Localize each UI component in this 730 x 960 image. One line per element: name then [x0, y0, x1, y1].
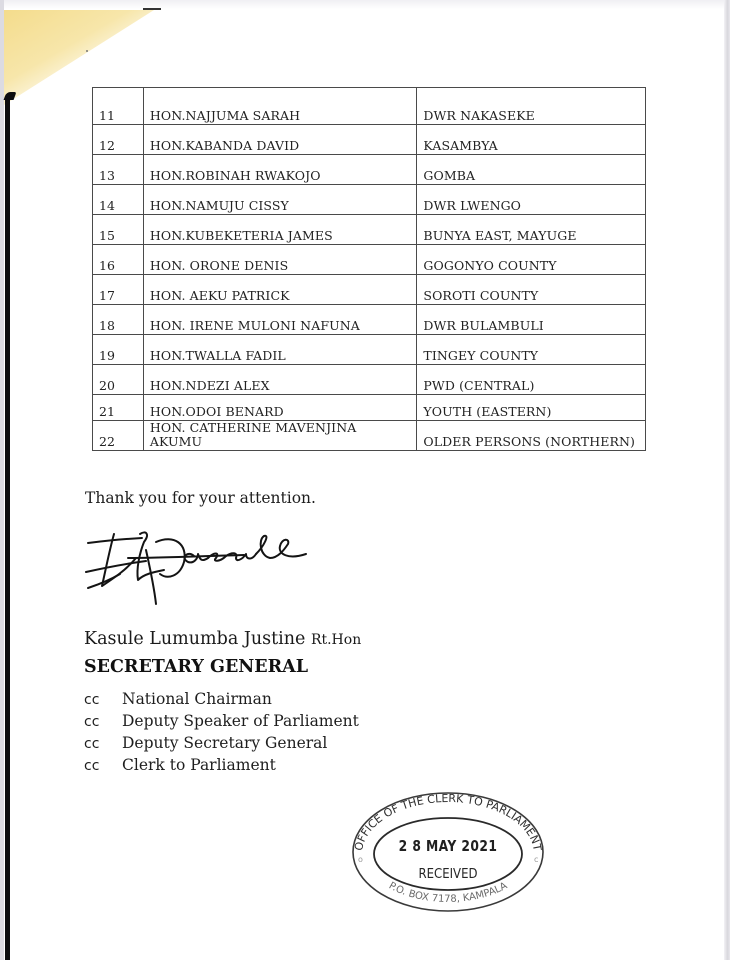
stamp-top-text: OFFICE OF THE CLERK TO PARLIAMENT [352, 791, 544, 852]
member-constituency: PWD (CENTRAL) [417, 365, 646, 395]
svg-text:c: c [534, 855, 539, 864]
table-row [93, 88, 646, 125]
stamp-bottom-text: P.O. BOX 7178, KAMPALA [386, 880, 510, 905]
member-name: HON. ORONE DENIS [143, 245, 417, 275]
table-row [93, 155, 646, 185]
member-constituency: DWR BULAMBULI [417, 305, 646, 335]
member-name: HON.KABANDA DAVID [143, 125, 417, 155]
cc-recipient: Deputy Speaker of Parliament [122, 712, 359, 730]
row-number: 11 [93, 88, 144, 125]
cc-item [84, 756, 359, 778]
cc-label: cc [84, 692, 100, 708]
row-number: 16 [93, 245, 144, 275]
stamp-status: RECEIVED [418, 867, 478, 882]
cc-list [84, 690, 359, 778]
row-number: 15 [93, 215, 144, 245]
row-number: 13 [93, 155, 144, 185]
table-row [93, 245, 646, 275]
member-constituency: SOROTI COUNTY [417, 275, 646, 305]
members-table [92, 87, 646, 451]
page-top-edge [0, 0, 730, 9]
table-row [93, 185, 646, 215]
signatory-name-line [84, 629, 361, 649]
svg-text:o: o [358, 855, 363, 864]
member-name-line-1: HON. CATHERINE MAVENJINA [149, 420, 357, 435]
member-name-line-2: AKUMU [149, 434, 203, 449]
member-name: HON.NAJJUMA SARAH [143, 88, 417, 125]
cc-label: cc [84, 758, 100, 774]
member-constituency: KASAMBYA [417, 125, 646, 155]
table-row [93, 305, 646, 335]
stamp-date: 2 8 MAY 2021 [398, 837, 498, 855]
member-name: HON.NDEZI ALEX [143, 365, 417, 395]
scan-right-edge [724, 0, 730, 960]
cc-item [84, 734, 359, 756]
table-row [93, 125, 646, 155]
table-row [93, 275, 646, 305]
closing-line: Thank you for your attention. [85, 489, 316, 507]
member-constituency: GOGONYO COUNTY [417, 245, 646, 275]
cc-item [84, 690, 359, 712]
scan-left-edge [0, 0, 4, 960]
cc-item [84, 712, 359, 734]
signature-icon [84, 528, 354, 608]
cc-recipient: Clerk to Parliament [122, 756, 276, 774]
row-number: 18 [93, 305, 144, 335]
member-constituency: OLDER PERSONS (NORTHERN) [417, 421, 646, 451]
signatory-honorific: Rt.Hon [310, 632, 362, 648]
signatory-title: SECRETARY GENERAL [84, 657, 309, 677]
row-number: 21 [93, 395, 144, 421]
member-constituency: DWR NAKASEKE [417, 88, 646, 125]
member-constituency: GOMBA [417, 155, 646, 185]
member-name: HON.KUBEKETERIA JAMES [143, 215, 417, 245]
member-name: HON.NAMUJU CISSY [143, 185, 417, 215]
table-row [93, 365, 646, 395]
table-row [93, 395, 646, 421]
signatory-name: Kasule Lumumba Justine [84, 629, 306, 649]
cc-label: cc [84, 714, 100, 730]
member-constituency: DWR LWENGO [417, 185, 646, 215]
member-name: HON.TWALLA FADIL [143, 335, 417, 365]
scan-mark [143, 8, 161, 10]
received-stamp [348, 788, 548, 916]
cc-recipient: National Chairman [122, 690, 272, 708]
row-number: 20 [93, 365, 144, 395]
member-name: HON. AEKU PATRICK [143, 275, 417, 305]
table-row [93, 335, 646, 365]
scan-speck [86, 50, 88, 52]
row-number: 17 [93, 275, 144, 305]
member-constituency: TINGEY COUNTY [417, 335, 646, 365]
table-row [93, 215, 646, 245]
row-number: 14 [93, 185, 144, 215]
member-name: HON.ODOI BENARD [143, 395, 417, 421]
row-number: 22 [93, 421, 144, 451]
table-row [93, 421, 646, 451]
cc-recipient: Deputy Secretary General [122, 734, 328, 752]
member-name: HON. IRENE MULONI NAFUNA [143, 305, 417, 335]
row-number: 12 [93, 125, 144, 155]
member-constituency: YOUTH (EASTERN) [417, 395, 646, 421]
binder-edge [5, 96, 10, 960]
cc-label: cc [84, 736, 100, 752]
member-name [143, 421, 417, 451]
member-constituency: BUNYA EAST, MAYUGE [417, 215, 646, 245]
row-number: 19 [93, 335, 144, 365]
member-name: HON.ROBINAH RWAKOJO [143, 155, 417, 185]
